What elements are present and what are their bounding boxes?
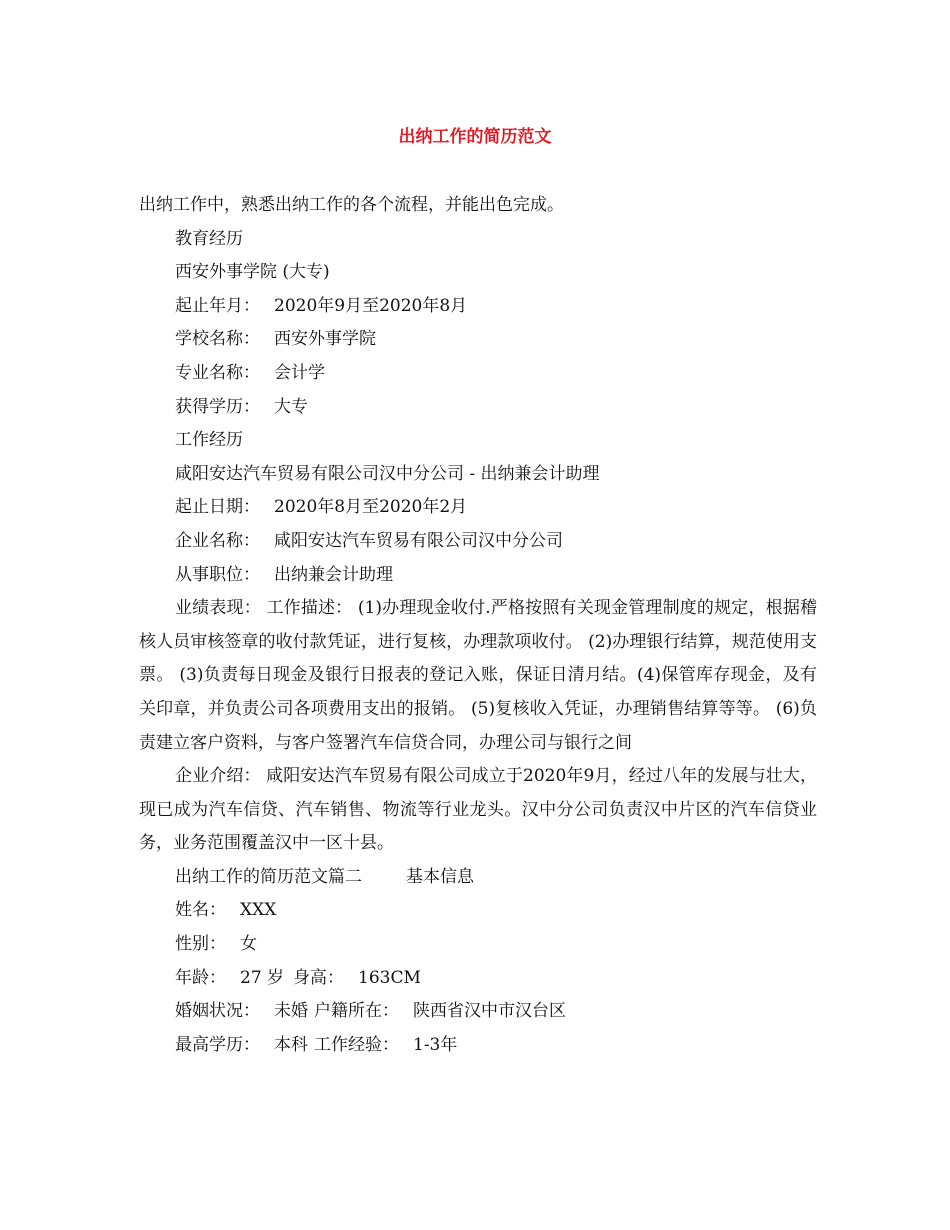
- sample2-title: 出纳工作的简历范文篇二: [175, 866, 362, 887]
- education-heading: 教育经历: [175, 228, 243, 249]
- document-body: [139, 189, 817, 1062]
- degree-row: [139, 391, 817, 425]
- edu-period-row: [139, 290, 817, 324]
- marital-hukou-row: [139, 995, 817, 1029]
- position-row: [139, 559, 817, 593]
- school-name-row: [139, 323, 817, 357]
- name-row: [139, 894, 817, 928]
- hukou-label: 户籍所在：: [314, 1001, 399, 1022]
- major-label: 专业名称：: [175, 362, 260, 383]
- performance-paragraph: 业绩表现： 工作描述： (1)办理现金收付.严格按照有关现金管理制度的规定，根据稽核人员审核签章的收付款凭证，进行复核，办理款项收付。 (2)办理银行结算，规范使用支票。 (3)负责每日现金及银行日报表的登记入账，保证日清月结。(4)保管库存现金，及有关印章，并负责公司各项费用支出的报销。 (5)复核收入凭证，办理销售结算等等。 (6)负责建立客户资料，与客户签署汽车信贷合同，办理公司与银行之间: [139, 598, 817, 753]
- degree-value: 大专: [274, 396, 308, 417]
- age-value: 27 岁: [240, 967, 285, 988]
- age-height-row: [139, 962, 817, 996]
- age-label: 年龄：: [175, 967, 226, 988]
- gender-value: 女: [240, 934, 257, 955]
- intro-line: 出纳工作中，熟悉出纳工作的各个流程，并能出色完成。: [139, 195, 564, 215]
- basic-info-heading: 基本信息: [406, 866, 474, 887]
- education-experience-row: [139, 1029, 817, 1063]
- marital-label: 婚姻状况：: [175, 1001, 260, 1022]
- work-period-label: 起止日期：: [175, 497, 260, 518]
- company-name-value: 咸阳安达汽车贸易有限公司汉中分公司: [274, 530, 563, 551]
- sample2-heading-row: [139, 861, 817, 895]
- position-value: 出纳兼会计助理: [274, 564, 393, 585]
- company-intro-paragraph: 企业介绍： 咸阳安达汽车贸易有限公司成立于2020年9月，经过八年的发展与壮大，现已成为汽车信贷、汽车销售、物流等行业龙头。汉中分公司负责汉中片区的汽车信贷业务，业务范围覆盖汉中一区十县。: [139, 766, 817, 854]
- marital-value: 未婚: [274, 1001, 308, 1022]
- company-line: 咸阳安达汽车贸易有限公司汉中分公司 - 出纳兼会计助理: [175, 463, 600, 484]
- edu-period-value: 2020年9月至2020年8月: [274, 295, 468, 316]
- major-row: [139, 357, 817, 391]
- work-heading: 工作经历: [175, 430, 243, 451]
- experience-label: 工作经验：: [314, 1034, 399, 1055]
- height-value: 163CM: [358, 967, 421, 988]
- education-level-label: 最高学历：: [175, 1034, 260, 1055]
- school-name-value: 西安外事学院: [274, 329, 376, 350]
- work-period-value: 2020年8月至2020年2月: [274, 497, 468, 518]
- education-level-value: 本科: [274, 1034, 308, 1055]
- gender-label: 性别：: [175, 934, 226, 955]
- position-label: 从事职位：: [175, 564, 260, 585]
- name-value: XXX: [240, 900, 277, 921]
- name-label: 姓名：: [175, 900, 226, 921]
- company-name-row: [139, 525, 817, 559]
- edu-period-label: 起止年月：: [175, 295, 260, 316]
- school-line: 西安外事学院 (大专): [175, 262, 330, 283]
- degree-label: 获得学历：: [175, 396, 260, 417]
- company-name-label: 企业名称：: [175, 530, 260, 551]
- school-name-label: 学校名称：: [175, 329, 260, 350]
- work-period-row: [139, 491, 817, 525]
- gender-row: [139, 928, 817, 962]
- major-value: 会计学: [274, 362, 325, 383]
- hukou-value: 陕西省汉中市汉台区: [413, 1001, 566, 1022]
- experience-value: 1-3年: [413, 1034, 458, 1055]
- document-title: 出纳工作的简历范文: [398, 127, 552, 147]
- height-label: 身高：: [293, 967, 345, 988]
